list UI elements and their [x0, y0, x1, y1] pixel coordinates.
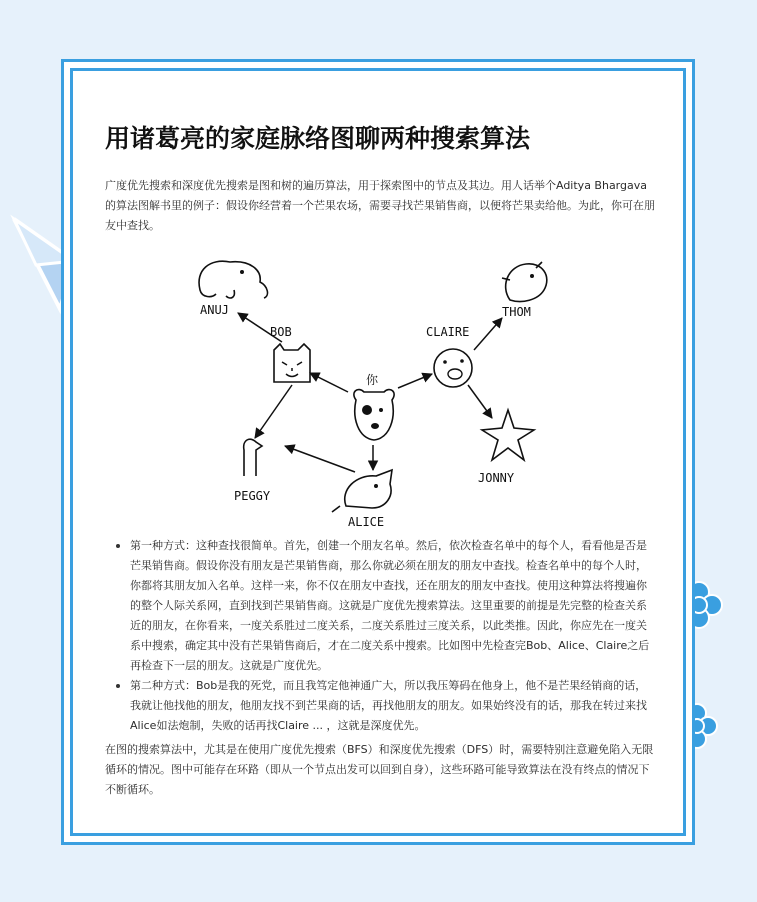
node-jonny: [478, 410, 534, 485]
node-label-alice: ALICE: [348, 515, 385, 529]
node-claire: [426, 325, 472, 387]
edge-claire-thom: [474, 318, 502, 350]
list-item-bfs: 第一种方式：这种查找很简单。首先，创建一个朋友名单。然后，依次检查名单中的每个人，看看他是否是芒果销售商。假设你没有朋友是芒果销售商，那么你就必须在朋友的朋友中查找。检查名单中的每个人时，你都将其朋友加入名单。这样一来，你不仅在朋友中查找，还在朋友的朋友中查找。使用这种算法将搜遍你的整个人际关系网，直到找到芒果销售商。这就是广度优先搜索算法。这里重要的前提是先完整的检查关系近的朋友，在你看来，一度关系胜过二度关系，二度关系胜过三度关系，以此类推。因此，你应先在一度关系中搜索，确定其中没有芒果销售商后，才在二度关系中搜索。比如图中先检查完Bob、Alice、Claire之后再检查下一层的朋友。这就是广度优先。: [110, 536, 655, 676]
edge-you-bob: [310, 373, 348, 392]
pig-icon: [434, 349, 472, 387]
list-item-dfs: 第二种方式：Bob是我的死党，而且我笃定他神通广大，所以我压筹码在他身上，他不是芒果经销商的话，我就让他找他的朋友，他朋友找不到芒果商的话，再找他朋友的朋友。如果始终没有的话，那我在转过来找Alice如法炮制，失败的话再找Claire ... ，这就是深度优先。: [110, 676, 655, 736]
edge-claire-jonny: [468, 385, 492, 418]
starfish-icon: [482, 410, 534, 460]
article-title: 用诸葛亮的家庭脉络图聊两种搜索算法: [105, 124, 531, 153]
elephant-icon: [199, 261, 267, 298]
closing-paragraph: 在图的搜索算法中，尤其是在使用广度优先搜索（BFS）和深度优先搜索（DFS）时，需要特别注意避免陷入无限循环的情况。图中可能存在环路（即从一个节点出发可以回到自身），这些环路可能导致算法在没有终点的情况下不断循环。: [105, 743, 654, 796]
node-bob: [270, 325, 310, 382]
peggy-icon: [244, 439, 262, 476]
edge-bob-peggy: [255, 385, 292, 438]
node-label-bob: BOB: [270, 325, 292, 339]
node-alice: [332, 470, 392, 529]
node-label-anuj: ANUJ: [200, 303, 229, 317]
edge-alice-peggy: [285, 446, 355, 472]
rat-icon: [332, 470, 392, 512]
dog-icon: [354, 390, 394, 440]
node-label-jonny: JONNY: [478, 471, 515, 485]
node-anuj: [199, 261, 267, 317]
friend-network-diagram: [190, 250, 560, 535]
fish-icon: [502, 262, 547, 302]
node-you: [354, 373, 394, 440]
node-thom: [502, 262, 547, 319]
node-label-you: 你: [366, 373, 379, 387]
node-label-claire: CLAIRE: [426, 325, 470, 339]
edge-you-claire: [398, 374, 432, 388]
node-label-peggy: PEGGY: [234, 489, 271, 503]
node-label-thom: THOM: [502, 305, 531, 319]
intro-paragraph: 广度优先搜索和深度优先搜索是图和树的遍历算法，用于探索图中的节点及其边。用人话举个Aditya Bhargava的算法图解书里的例子：假设你经营着一个芒果农场，需要寻找芒果销售商，以便将芒果卖给他。为此，你可在朋友中查找。: [105, 179, 655, 232]
search-methods-list: [110, 536, 655, 736]
node-peggy: [234, 439, 271, 503]
